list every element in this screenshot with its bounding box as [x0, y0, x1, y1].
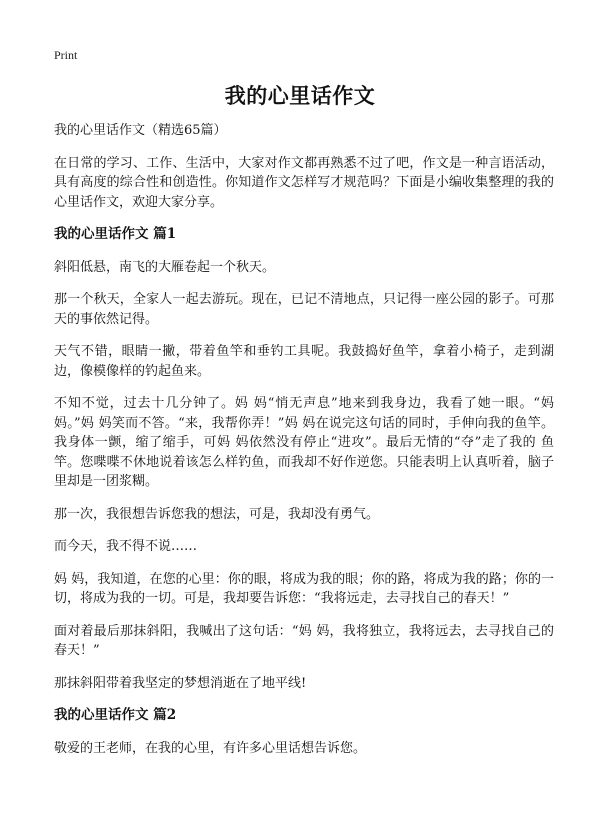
paragraph: 那一次，我很想告诉您我的想法，可是，我却没有勇气。 [54, 506, 380, 522]
article-body [54, 121, 554, 771]
print-link[interactable]: Print [54, 48, 78, 62]
paragraph: 敬爱的王老师，在我的心里，有许多心里话想告诉您。 [54, 740, 367, 756]
section-2 [54, 706, 554, 758]
paragraph: 天气不错，眼睛一撇，带着鱼竿和垂钓工具呢。我鼓捣好鱼竿，拿着小椅子，走到湖边，像模像样的钓起鱼来。 [54, 344, 554, 379]
paragraph: 那抹斜阳带着我坚定的梦想消逝在了地平线! [54, 675, 307, 691]
section-1 [54, 225, 554, 693]
paragraph: 那一个秋天，全家人一起去游玩。现在，已记不清地点，只记得一座公园的影子。可那天的事依然记得。 [54, 292, 554, 327]
intro-paragraph: 在日常的学习、工作、生活中，大家对作文都再熟悉不过了吧，作文是一种言语活动，具有高度的综合性和创造性。你知道作文怎样写才规范吗？下面是小编收集整理的我的心里话作文，欢迎大家分享。 [54, 155, 554, 210]
paragraph: 面对着最后那抹斜阳，我喊出了这句话：“妈 妈，我将独立，我将远去，去寻找自己的春天！” [54, 623, 554, 658]
section-heading: 我的心里话作文 篇2 [54, 707, 177, 723]
paragraph: 妈 妈，我知道，在您的心里：你的眼，将成为我的眼；你的路，将成为我的路；你的一切，将成为我的一切。可是，我却要告诉您：“我将远走，去寻找自己的春天！” [54, 571, 554, 606]
page-title: 我的心里话作文 [224, 83, 376, 108]
article-subtitle: 我的心里话作文（精选65篇） [54, 123, 227, 138]
paragraph: 不知不觉，过去十几分钟了。妈 妈“悄无声息”地来到我身边，我看了她一眼。“妈妈。”妈 妈笑而不答。“来，我帮你弄！”妈 妈在说完这句话的同时，手伸向我的鱼竿。我身体一颤，缩了缩手，可妈 妈依然没有停止“进攻”。最后无情的“夺”走了我的 鱼竿。您喋喋不休地说着该怎么样钓鱼，而我却不好作逆您。只能表明上认真听着，脑子里却是一团浆糊。 [54, 396, 554, 489]
paragraph: 斜阳低悬，南飞的大雁卷起一个秋天。 [54, 259, 276, 275]
section-heading: 我的心里话作文 篇1 [54, 226, 177, 242]
paragraph: 而今天，我不得不说…… [54, 539, 198, 554]
